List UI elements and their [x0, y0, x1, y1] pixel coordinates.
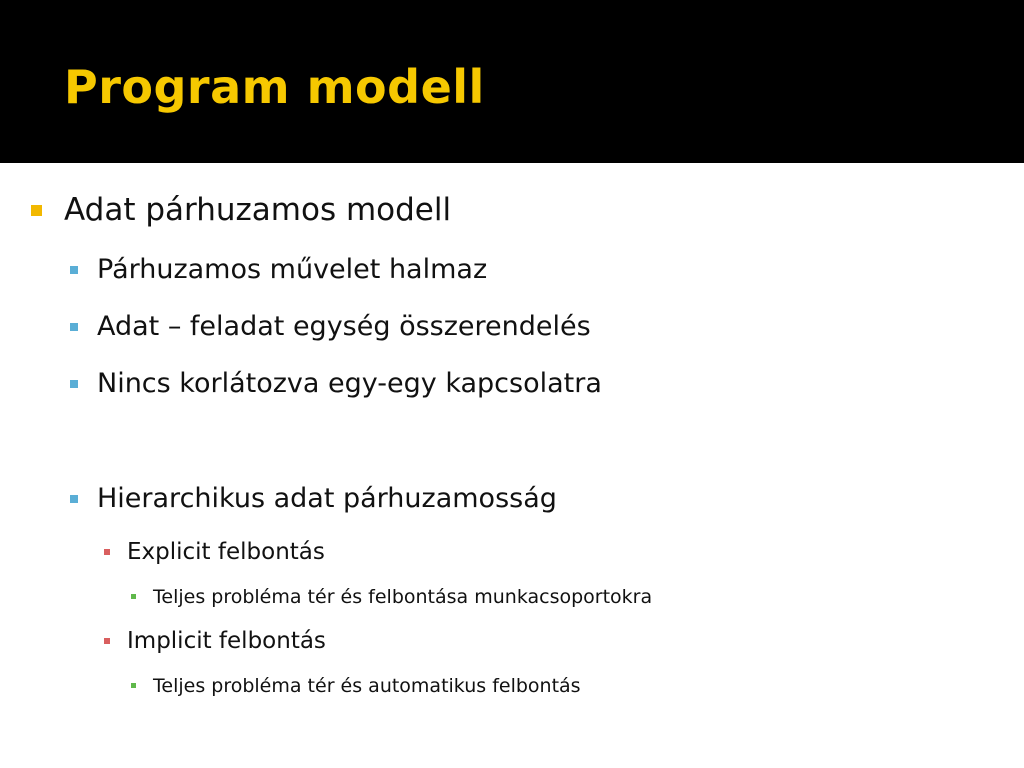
bullet-item-level2 — [97, 253, 487, 287]
bullet-square-icon — [70, 266, 78, 274]
bullet-square-icon — [70, 323, 78, 331]
bullet-square-icon — [131, 594, 136, 599]
bullet-square-icon — [70, 380, 78, 388]
bullet-text: Hierarchikus adat párhuzamosság — [97, 483, 557, 514]
bullet-text: Adat párhuzamos modell — [64, 192, 452, 228]
bullet-square-icon — [131, 683, 136, 688]
slide-title: Program modell — [64, 60, 485, 114]
bullet-text: Adat – feladat egység összerendelés — [97, 311, 591, 342]
bullet-item-level1 — [64, 190, 451, 230]
bullet-text: Implicit felbontás — [127, 628, 326, 654]
bullet-item-level2 — [97, 367, 602, 401]
bullet-text: Teljes probléma tér és felbontása munkacsoportokra — [153, 586, 653, 608]
bullet-square-icon — [31, 205, 42, 216]
bullet-item-level2 — [97, 482, 557, 516]
bullet-text: Teljes probléma tér és automatikus felbontás — [153, 675, 581, 697]
bullet-square-icon — [104, 549, 110, 555]
bullet-text: Explicit felbontás — [127, 539, 325, 565]
bullet-text: Nincs korlátozva egy-egy kapcsolatra — [97, 368, 602, 399]
bullet-text: Párhuzamos művelet halmaz — [97, 254, 488, 285]
bullet-square-icon — [70, 495, 78, 503]
bullet-item-level3 — [127, 537, 325, 567]
bullet-item-level3 — [127, 626, 326, 656]
bullet-square-icon — [104, 638, 110, 644]
bullet-item-level4 — [153, 584, 652, 610]
bullet-item-level4 — [153, 673, 581, 699]
bullet-item-level2 — [97, 310, 591, 344]
